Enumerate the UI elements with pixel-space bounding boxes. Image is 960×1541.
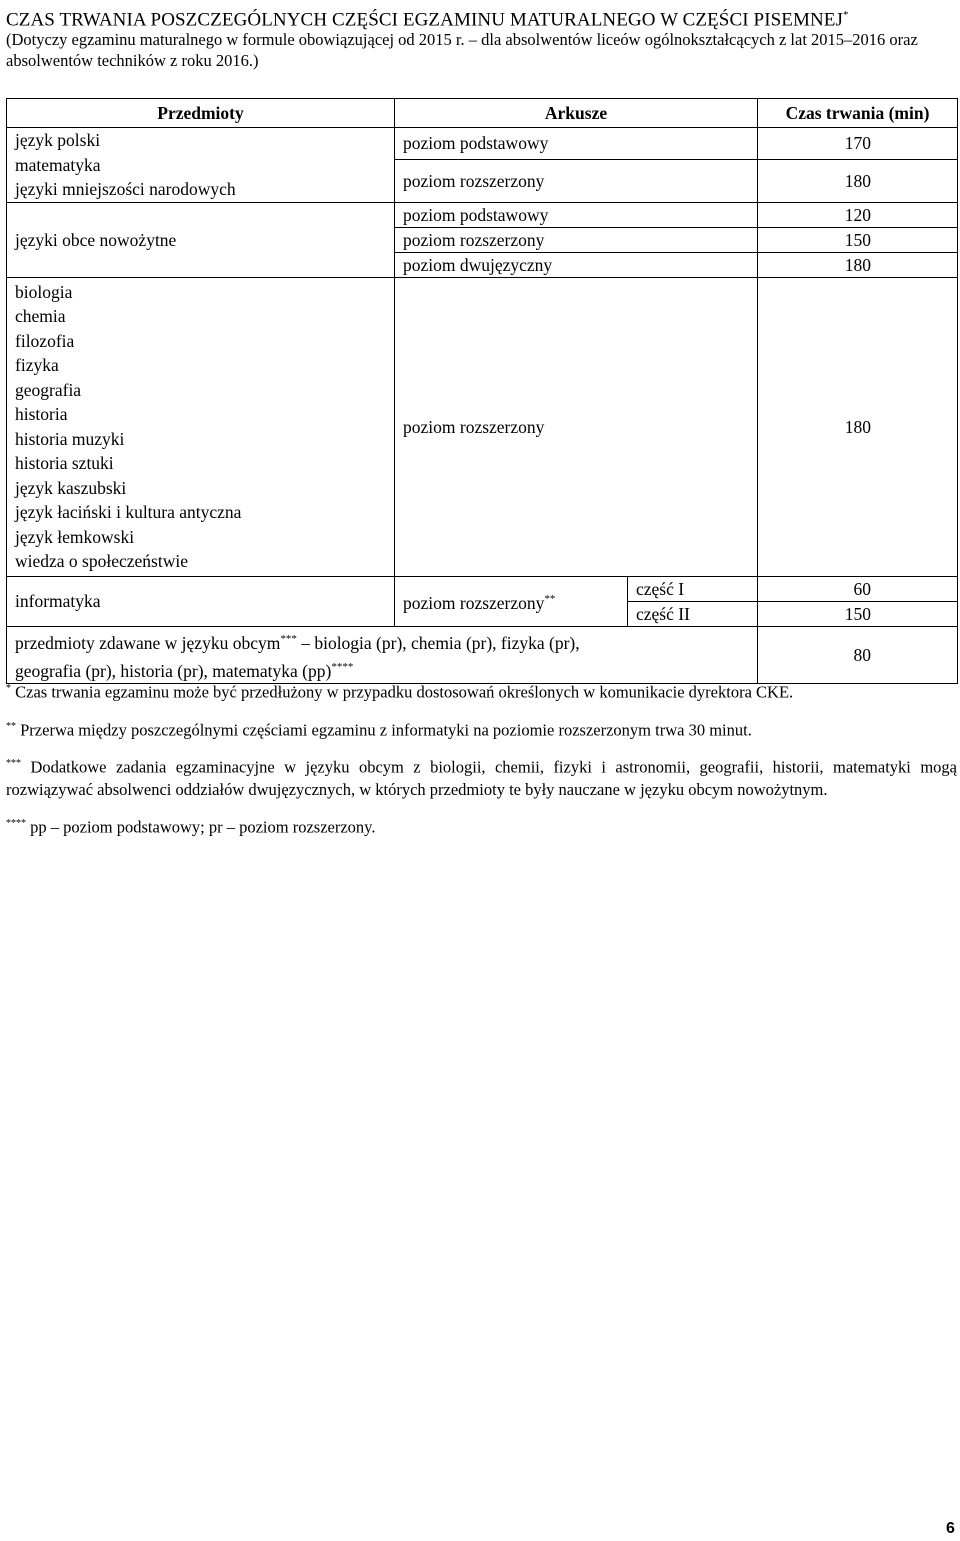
header-duration: Czas trwania (min) bbox=[758, 99, 958, 128]
duration-cell: 80 bbox=[758, 626, 958, 684]
footnote bbox=[6, 678, 957, 704]
subject-label: wiedza o społeczeństwie bbox=[15, 551, 188, 571]
subject-label: język łemkowski bbox=[15, 526, 135, 547]
subject-cell: języki obce nowożytne bbox=[7, 202, 395, 277]
level-cell: poziom rozszerzony bbox=[395, 227, 758, 252]
subjects-list: – biologia (pr), chemia (pr), fizyka (pr), bbox=[296, 632, 580, 653]
subject-label: fizyka bbox=[15, 355, 59, 375]
subject-label: filozofia bbox=[15, 330, 75, 351]
header-subjects: Przedmioty bbox=[7, 99, 395, 128]
subject-label: języki mniejszości narodowych bbox=[15, 179, 236, 199]
subject-label: język kaszubski bbox=[15, 477, 127, 498]
level-cell bbox=[395, 576, 628, 626]
subjects-list: geografia (pr), historia (pr), matematyka (pp) bbox=[15, 660, 332, 681]
footnote-mark: **** bbox=[6, 817, 26, 829]
page-number: 6 bbox=[946, 1520, 955, 1537]
page-subtitle: (Dotyczy egzaminu maturalnego w formule obowiązującej od 2015 r. – dla absolwentów liceów ogólnokształcących z lat 2015–2016 oraz absolwentów techników z roku 2016.) bbox=[6, 30, 918, 70]
subjects-cell bbox=[7, 128, 395, 203]
title-text: CZAS TRWANIA POSZCZEGÓLNYCH CZĘŚCI EGZAMINU MATURALNEGO W CZĘŚCI PISEMNEJ bbox=[6, 9, 844, 31]
footnote-mark: ** bbox=[544, 593, 556, 606]
subjects-line bbox=[15, 627, 757, 655]
duration-cell: 180 bbox=[758, 159, 958, 202]
footnote bbox=[6, 753, 957, 801]
footnote-text: Przerwa między poszczególnymi częściami egzaminu z informatyki na poziomie rozszerzonym trwa 30 minut. bbox=[16, 720, 752, 739]
page-title bbox=[6, 4, 956, 31]
footnote-mark: *** bbox=[280, 632, 297, 645]
table-row bbox=[7, 128, 958, 160]
duration-cell: 170 bbox=[758, 128, 958, 160]
part-cell: część I bbox=[628, 576, 758, 601]
footnote bbox=[6, 716, 957, 742]
level-cell: poziom rozszerzony bbox=[395, 159, 758, 202]
duration-cell: 60 bbox=[758, 576, 958, 601]
subject-label: chemia bbox=[15, 306, 66, 326]
footnote-text: Dodatkowe zadania egzaminacyjne w języku obcym z biologii, chemii, fizyki i astronomii, geografii, historii, matematyki mogą rozwiązywać absolwenci oddziałów dwujęzycznych, w których przedmioty te były nauczane w języku obcym nowożytnym. bbox=[6, 757, 957, 799]
subject-label: matematyka bbox=[15, 154, 101, 175]
header-sheets: Arkusze bbox=[395, 99, 758, 128]
table-header-row bbox=[7, 99, 958, 128]
footnote-text: pp – poziom podstawowy; pr – poziom rozszerzony. bbox=[26, 817, 376, 836]
foreign-language-label: przedmioty zdawane w języku obcym bbox=[15, 632, 281, 653]
level-cell: poziom dwujęzyczny bbox=[395, 252, 758, 277]
footnotes bbox=[6, 678, 957, 850]
table-row bbox=[7, 277, 958, 576]
footnote-mark: **** bbox=[331, 660, 354, 673]
subject-label: geografia bbox=[15, 379, 82, 400]
title-footnote-mark: * bbox=[843, 9, 849, 21]
footnote-mark: ** bbox=[6, 720, 16, 732]
subject-label: język łaciński i kultura antyczna bbox=[15, 502, 242, 522]
subjects-cell bbox=[7, 277, 395, 576]
table-row bbox=[7, 576, 958, 601]
subject-label: historia muzyki bbox=[15, 428, 125, 449]
footnote-mark: *** bbox=[6, 758, 21, 769]
subject-label: historia bbox=[15, 404, 68, 424]
footnote-text: Czas trwania egzaminu może być przedłużony w przypadku dostosowań określonych w komunikacie dyrektora CKE. bbox=[11, 682, 794, 702]
level-cell: poziom podstawowy bbox=[395, 202, 758, 227]
duration-cell: 120 bbox=[758, 202, 958, 227]
table-row bbox=[7, 626, 958, 684]
footnote-mark: * bbox=[6, 683, 11, 694]
duration-cell: 180 bbox=[758, 277, 958, 576]
level-label: poziom rozszerzony bbox=[403, 592, 545, 613]
subject-label: historia sztuki bbox=[15, 453, 114, 473]
subject-label: język polski bbox=[15, 130, 101, 150]
duration-cell: 150 bbox=[758, 601, 958, 626]
foreign-language-subjects-cell bbox=[7, 626, 758, 684]
footnote bbox=[6, 813, 957, 839]
subject-label: biologia bbox=[15, 281, 73, 302]
table-row bbox=[7, 202, 958, 227]
exam-duration-table bbox=[6, 98, 958, 684]
duration-cell: 150 bbox=[758, 227, 958, 252]
level-cell: poziom podstawowy bbox=[395, 128, 758, 160]
part-cell: część II bbox=[628, 601, 758, 626]
level-cell: poziom rozszerzony bbox=[395, 277, 758, 576]
subject-cell: informatyka bbox=[7, 576, 395, 626]
duration-cell: 180 bbox=[758, 252, 958, 277]
